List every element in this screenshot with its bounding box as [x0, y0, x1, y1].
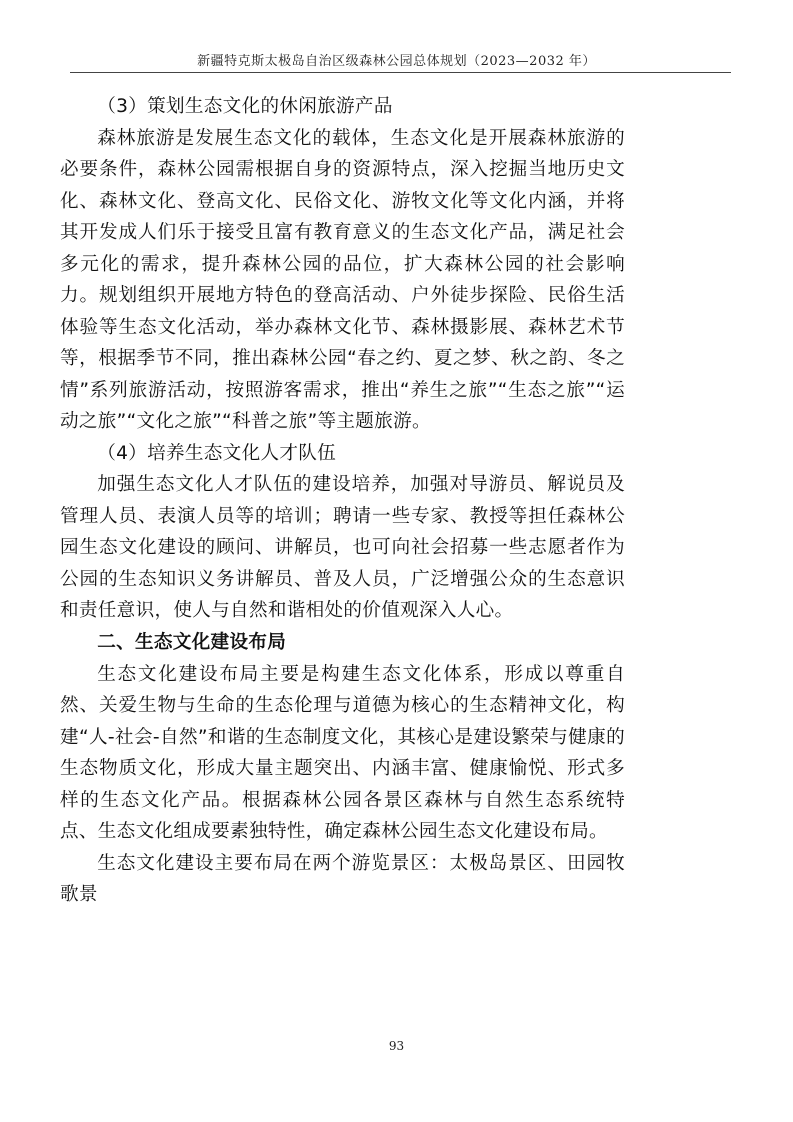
paragraph-4: 加强生态文化人才队伍的建设培养，加强对导游员、解说员及管理人员、表演人员等的培训；聘请一些专家、教授等担任森林公园生态文化建设的顾问、讲解员，也可向社会招募一些志愿者作为公园的生态知识义务讲解员、普及人员，广泛增强公众的生态意识和责任意识，使人与自然和谐相处的价值观深入人心。 — [60, 474, 625, 621]
running-header: 新疆特克斯太极岛自治区级森林公园总体规划（2023—2032 年） — [197, 54, 596, 69]
paragraph-6: 生态文化建设主要布局在两个游览景区：太极岛景区、田园牧歌景 — [60, 852, 625, 905]
paragraph-3: 森林旅游是发展生态文化的载体，生态文化是开展森林旅游的必要条件，森林公园需根据自身的资源特点，深入挖掘当地历史文化、森林文化、登高文化、民俗文化、游牧文化等文化内涵，并将其开发成人们乐于接受且富有教育意义的生态文化产品，满足社会多元化的需求，提升森林公园的品位，扩大森林公园的社会影响力。规划组织开展地方特色的登高活动、户外徒步探险、民俗生活体验等生态文化活动，举办森林文化节、森林摄影展、森林艺术节等，根据季节不同，推出森林公园“春之约、夏之梦、秋之韵、冬之情”系列旅游活动，按照游客需求，推出“养生之旅”“生态之旅”“运动之旅”“文化之旅”“科普之旅”等主题旅游。 — [60, 127, 625, 432]
body-text — [60, 91, 685, 911]
page-number: 93 — [388, 1039, 405, 1053]
header-divider — [70, 72, 731, 73]
subheading-3: （3）策划生态文化的休闲旅游产品 — [97, 96, 393, 117]
paragraph-5: 生态文化建设布局主要是构建生态文化体系，形成以尊重自然、关爱生物与生命的生态伦理与道德为核心的生态精神文化，构建“人-社会-自然”和谐的生态制度文化，其核心是建设繁荣与健康的生态物质文化，形成大量主题突出、内涵丰富、健康愉悦、形式多样的生态文化产品。根据森林公园各景区森林与自然生态系统特点、生态文化组成要素独特性，确定森林公园生态文化建设布局。 — [60, 663, 625, 842]
section-heading: 二、生态文化建设布局 — [97, 631, 287, 653]
subheading-4: （4）培养生态文化人才队伍 — [97, 442, 337, 464]
